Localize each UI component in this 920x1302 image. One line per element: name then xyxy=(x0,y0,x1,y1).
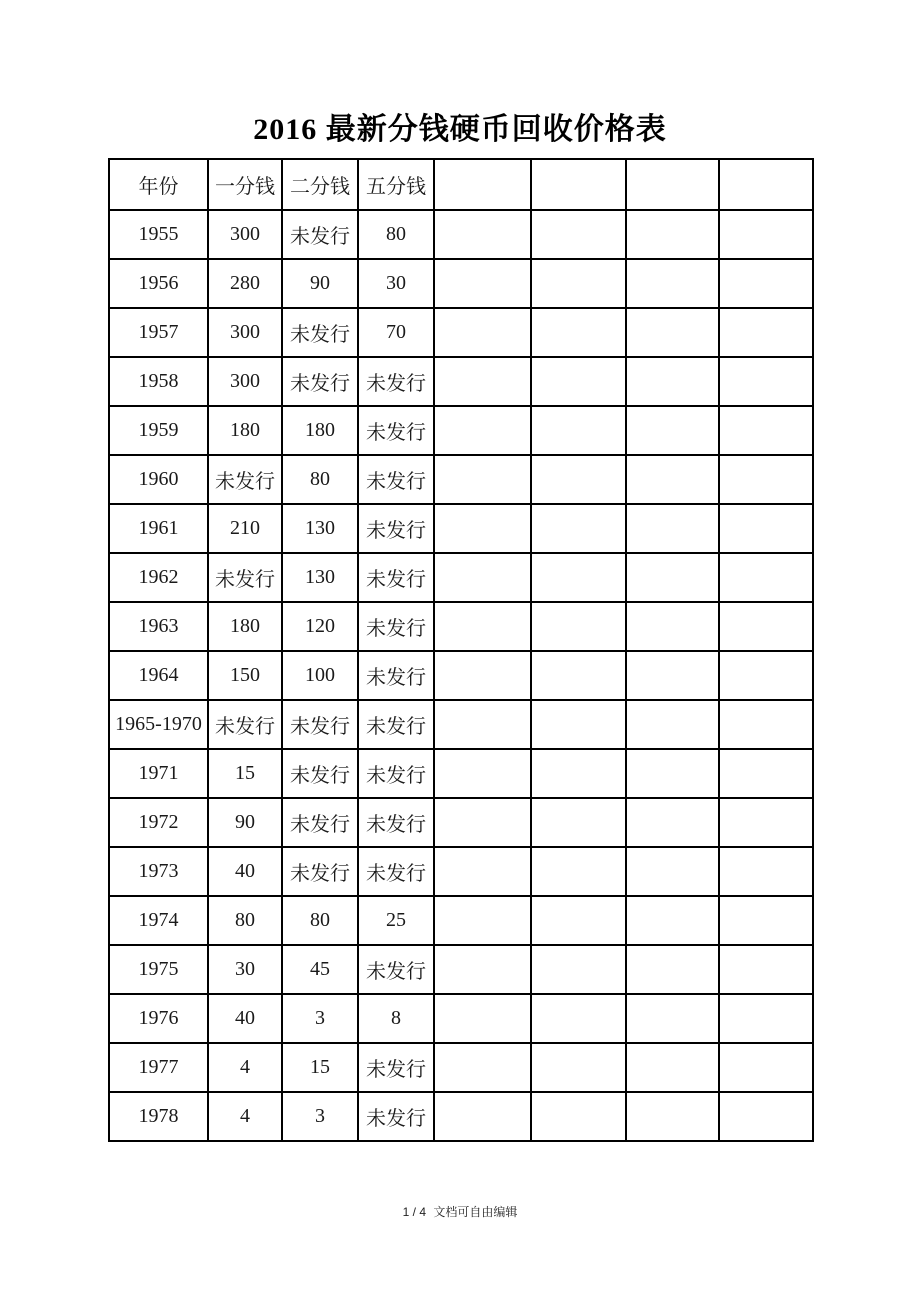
table-cell: 1978 xyxy=(109,1092,208,1141)
table-cell: 120 xyxy=(282,602,358,651)
table-cell xyxy=(626,651,719,700)
table-cell xyxy=(626,602,719,651)
table-cell xyxy=(531,259,626,308)
table-row xyxy=(109,553,813,602)
table-cell: 4 xyxy=(208,1092,282,1141)
table-cell: 210 xyxy=(208,504,282,553)
table-cell xyxy=(531,406,626,455)
table-cell: 未发行 xyxy=(208,553,282,602)
table-cell xyxy=(434,602,531,651)
table-cell xyxy=(719,210,813,259)
table-cell xyxy=(434,651,531,700)
table-cell: 40 xyxy=(208,847,282,896)
table-cell: 1971 xyxy=(109,749,208,798)
header-cell xyxy=(719,159,813,210)
table-cell: 未发行 xyxy=(358,945,434,994)
table-cell xyxy=(626,455,719,504)
table-cell xyxy=(531,1043,626,1092)
table-cell: 1955 xyxy=(109,210,208,259)
table-cell: 未发行 xyxy=(358,455,434,504)
table-cell xyxy=(531,798,626,847)
table-cell: 80 xyxy=(282,896,358,945)
table-cell: 300 xyxy=(208,308,282,357)
table-cell xyxy=(531,994,626,1043)
price-table-body xyxy=(109,210,813,1141)
header-cell xyxy=(434,159,531,210)
table-cell xyxy=(434,553,531,602)
table-cell: 1973 xyxy=(109,847,208,896)
table-cell xyxy=(719,308,813,357)
table-cell xyxy=(719,798,813,847)
table-cell xyxy=(531,455,626,504)
table-cell: 1976 xyxy=(109,994,208,1043)
table-cell: 150 xyxy=(208,651,282,700)
table-cell xyxy=(626,700,719,749)
table-cell: 15 xyxy=(282,1043,358,1092)
table-cell xyxy=(434,259,531,308)
table-row xyxy=(109,455,813,504)
table-cell: 未发行 xyxy=(358,504,434,553)
table-cell xyxy=(434,455,531,504)
table-cell xyxy=(531,847,626,896)
page-footer xyxy=(0,1203,920,1220)
table-cell xyxy=(434,994,531,1043)
table-cell: 1961 xyxy=(109,504,208,553)
table-cell: 1963 xyxy=(109,602,208,651)
table-cell: 未发行 xyxy=(358,798,434,847)
table-cell: 3 xyxy=(282,994,358,1043)
table-cell xyxy=(434,504,531,553)
table-row xyxy=(109,945,813,994)
table-cell xyxy=(531,553,626,602)
table-cell xyxy=(531,700,626,749)
table-cell: 1965-1970 xyxy=(109,700,208,749)
table-cell: 80 xyxy=(208,896,282,945)
table-cell: 70 xyxy=(358,308,434,357)
header-cell xyxy=(626,159,719,210)
table-cell xyxy=(531,1092,626,1141)
table-cell: 未发行 xyxy=(358,749,434,798)
table-cell xyxy=(531,210,626,259)
table-cell: 1962 xyxy=(109,553,208,602)
table-cell: 130 xyxy=(282,504,358,553)
table-cell xyxy=(626,308,719,357)
table-row xyxy=(109,1043,813,1092)
table-cell xyxy=(719,945,813,994)
table-cell: 1974 xyxy=(109,896,208,945)
table-cell xyxy=(531,945,626,994)
price-table xyxy=(108,158,814,1142)
table-cell xyxy=(434,308,531,357)
table-cell: 30 xyxy=(208,945,282,994)
table-cell: 未发行 xyxy=(358,651,434,700)
table-row xyxy=(109,994,813,1043)
table-cell: 300 xyxy=(208,357,282,406)
table-cell: 40 xyxy=(208,994,282,1043)
table-row xyxy=(109,504,813,553)
table-cell: 1958 xyxy=(109,357,208,406)
header-cell: 二分钱 xyxy=(282,159,358,210)
table-cell: 1960 xyxy=(109,455,208,504)
table-cell: 未发行 xyxy=(282,700,358,749)
table-row xyxy=(109,1092,813,1141)
table-row xyxy=(109,210,813,259)
table-row xyxy=(109,651,813,700)
table-cell xyxy=(719,553,813,602)
table-row xyxy=(109,896,813,945)
table-cell xyxy=(626,798,719,847)
table-cell xyxy=(434,798,531,847)
table-cell xyxy=(719,455,813,504)
table-cell xyxy=(719,1092,813,1141)
table-cell xyxy=(719,504,813,553)
table-cell: 未发行 xyxy=(358,406,434,455)
table-cell xyxy=(531,602,626,651)
table-cell xyxy=(719,259,813,308)
header-cell xyxy=(531,159,626,210)
table-cell xyxy=(434,357,531,406)
table-cell xyxy=(626,749,719,798)
table-cell xyxy=(434,847,531,896)
table-cell: 90 xyxy=(282,259,358,308)
table-cell: 3 xyxy=(282,1092,358,1141)
table-cell xyxy=(719,994,813,1043)
table-cell: 15 xyxy=(208,749,282,798)
table-cell xyxy=(531,896,626,945)
table-cell xyxy=(626,896,719,945)
table-cell xyxy=(626,847,719,896)
header-cell: 一分钱 xyxy=(208,159,282,210)
table-cell: 1975 xyxy=(109,945,208,994)
table-cell xyxy=(719,406,813,455)
table-row xyxy=(109,700,813,749)
table-cell: 90 xyxy=(208,798,282,847)
table-row xyxy=(109,602,813,651)
table-cell xyxy=(719,602,813,651)
price-table-head-row xyxy=(109,159,813,210)
table-cell: 未发行 xyxy=(358,357,434,406)
table-cell xyxy=(626,1043,719,1092)
table-cell xyxy=(434,210,531,259)
table-cell xyxy=(434,406,531,455)
table-cell: 300 xyxy=(208,210,282,259)
table-cell: 180 xyxy=(282,406,358,455)
table-row xyxy=(109,259,813,308)
table-cell: 8 xyxy=(358,994,434,1043)
table-cell xyxy=(626,210,719,259)
table-cell xyxy=(434,1092,531,1141)
table-cell: 45 xyxy=(282,945,358,994)
table-cell xyxy=(626,504,719,553)
page-number: 1 / 4 xyxy=(402,1205,426,1219)
table-cell xyxy=(531,357,626,406)
table-cell xyxy=(626,259,719,308)
table-cell: 180 xyxy=(208,406,282,455)
table-cell: 未发行 xyxy=(282,749,358,798)
table-cell xyxy=(626,406,719,455)
table-cell: 80 xyxy=(282,455,358,504)
table-cell xyxy=(719,700,813,749)
table-cell xyxy=(719,357,813,406)
table-cell: 未发行 xyxy=(282,798,358,847)
table-row xyxy=(109,798,813,847)
table-cell: 30 xyxy=(358,259,434,308)
table-cell xyxy=(434,700,531,749)
table-cell: 1959 xyxy=(109,406,208,455)
table-cell: 未发行 xyxy=(358,700,434,749)
table-cell xyxy=(531,308,626,357)
table-cell: 1977 xyxy=(109,1043,208,1092)
table-cell: 未发行 xyxy=(358,553,434,602)
table-cell: 未发行 xyxy=(282,308,358,357)
table-cell: 未发行 xyxy=(208,455,282,504)
table-cell: 80 xyxy=(358,210,434,259)
table-cell xyxy=(719,1043,813,1092)
table-cell: 1956 xyxy=(109,259,208,308)
table-cell: 100 xyxy=(282,651,358,700)
table-cell xyxy=(626,553,719,602)
table-cell: 1964 xyxy=(109,651,208,700)
table-row xyxy=(109,406,813,455)
table-row xyxy=(109,357,813,406)
table-row xyxy=(109,749,813,798)
table-cell: 未发行 xyxy=(282,847,358,896)
table-cell: 25 xyxy=(358,896,434,945)
table-cell xyxy=(719,651,813,700)
table-cell: 280 xyxy=(208,259,282,308)
header-cell: 年份 xyxy=(109,159,208,210)
table-cell xyxy=(531,504,626,553)
table-cell xyxy=(626,994,719,1043)
table-cell: 1972 xyxy=(109,798,208,847)
table-cell: 1957 xyxy=(109,308,208,357)
table-cell: 未发行 xyxy=(358,602,434,651)
table-cell xyxy=(626,1092,719,1141)
table-cell xyxy=(719,896,813,945)
table-row xyxy=(109,847,813,896)
table-cell: 130 xyxy=(282,553,358,602)
table-cell xyxy=(531,749,626,798)
header-cell: 五分钱 xyxy=(358,159,434,210)
footer-note: 文档可自由编辑 xyxy=(433,1205,518,1219)
table-cell xyxy=(434,896,531,945)
table-cell: 未发行 xyxy=(358,847,434,896)
page-title: 2016 最新分钱硬币回收价格表 xyxy=(253,113,667,146)
table-cell: 4 xyxy=(208,1043,282,1092)
table-cell xyxy=(719,749,813,798)
table-cell: 未发行 xyxy=(358,1092,434,1141)
table-cell: 180 xyxy=(208,602,282,651)
table-cell: 未发行 xyxy=(358,1043,434,1092)
table-cell xyxy=(434,749,531,798)
table-cell: 未发行 xyxy=(208,700,282,749)
table-cell xyxy=(626,357,719,406)
table-cell xyxy=(434,945,531,994)
table-cell xyxy=(719,847,813,896)
table-cell xyxy=(434,1043,531,1092)
table-cell xyxy=(626,945,719,994)
table-row xyxy=(109,308,813,357)
table-cell: 未发行 xyxy=(282,357,358,406)
table-cell xyxy=(531,651,626,700)
table-cell: 未发行 xyxy=(282,210,358,259)
